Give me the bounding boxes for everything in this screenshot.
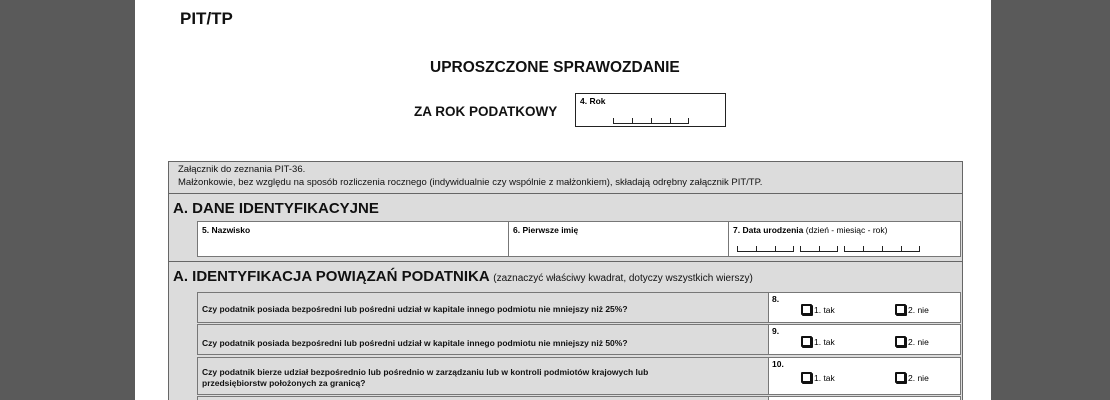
option-no[interactable]: 2. nie: [895, 304, 929, 315]
year-label: ZA ROK PODATKOWY: [414, 104, 558, 119]
first-name-label: 6. Pierwsze imię: [513, 225, 579, 235]
identification-row: [197, 221, 961, 257]
question-text: Czy podatnik posiada bezpośredni lub pośredni udział w kapitale innego podmiotu nie mniejszy niż 50%?: [197, 324, 769, 355]
form-page: [135, 0, 991, 400]
question-row: [197, 292, 961, 323]
year-field-label: 4. Rok: [580, 96, 606, 106]
question-row-partial: [197, 396, 961, 400]
answer-cell: [769, 292, 961, 323]
page-title: UPROSZCZONE SPRAWOZDANIE: [430, 59, 680, 76]
year-field[interactable]: [575, 93, 726, 127]
checkbox-icon[interactable]: [801, 372, 812, 383]
option-yes[interactable]: 1. tak: [801, 304, 835, 315]
option-yes[interactable]: 1. tak: [801, 372, 835, 383]
birth-date-blanks[interactable]: [737, 246, 920, 252]
birth-date-field[interactable]: [729, 222, 960, 256]
checkbox-icon[interactable]: [895, 372, 906, 383]
answer-cell: [769, 357, 961, 395]
option-no[interactable]: 2. nie: [895, 372, 929, 383]
answer-cell: [769, 324, 961, 355]
option-yes[interactable]: 1. tak: [801, 336, 835, 347]
question-text: Czy podatnik bierze udział bezpośrednio lub pośrednio w zarządzaniu lub w kontroli podmiotów krajowych lub przedsiębiorstw położonych za granicą?: [197, 357, 769, 395]
form-code: PIT/TP: [180, 9, 233, 28]
field-number: 8.: [772, 294, 780, 304]
birth-date-label: 7. Data urodzenia (dzień - miesiąc - rok): [733, 225, 888, 235]
section-a-title: A. DANE IDENTYFIKACYJNE: [173, 200, 379, 217]
field-number: 10.: [772, 359, 784, 369]
first-name-field[interactable]: [509, 222, 729, 256]
checkbox-icon[interactable]: [801, 304, 812, 315]
year-digit-blanks[interactable]: [613, 118, 689, 124]
question-row: [197, 357, 961, 395]
section-b-title: A. IDENTYFIKACJA POWIĄZAŃ PODATNIKA (zaznaczyć właściwy kwadrat, dotyczy wszystkich wierszy): [173, 268, 753, 285]
checkbox-icon[interactable]: [895, 336, 906, 347]
checkbox-icon[interactable]: [801, 336, 812, 347]
question-row: [197, 324, 961, 355]
surname-label: 5. Nazwisko: [202, 225, 251, 235]
field-number: 9.: [772, 326, 780, 336]
checkbox-icon[interactable]: [895, 304, 906, 315]
question-text: Czy podatnik posiada bezpośredni lub pośredni udział w kapitale innego podmiotu nie mniejszy niż 25%?: [197, 292, 769, 323]
surname-field[interactable]: [198, 222, 509, 256]
note-attachment: Załącznik do zeznania PIT-36.: [178, 164, 306, 175]
option-no[interactable]: 2. nie: [895, 336, 929, 347]
note-spouses: Małżonkowie, bez względu na sposób rozliczenia rocznego (indywidualnie czy wspólnie z małżonkiem), składają odrębny załącznik PIT/TP.: [178, 177, 763, 188]
